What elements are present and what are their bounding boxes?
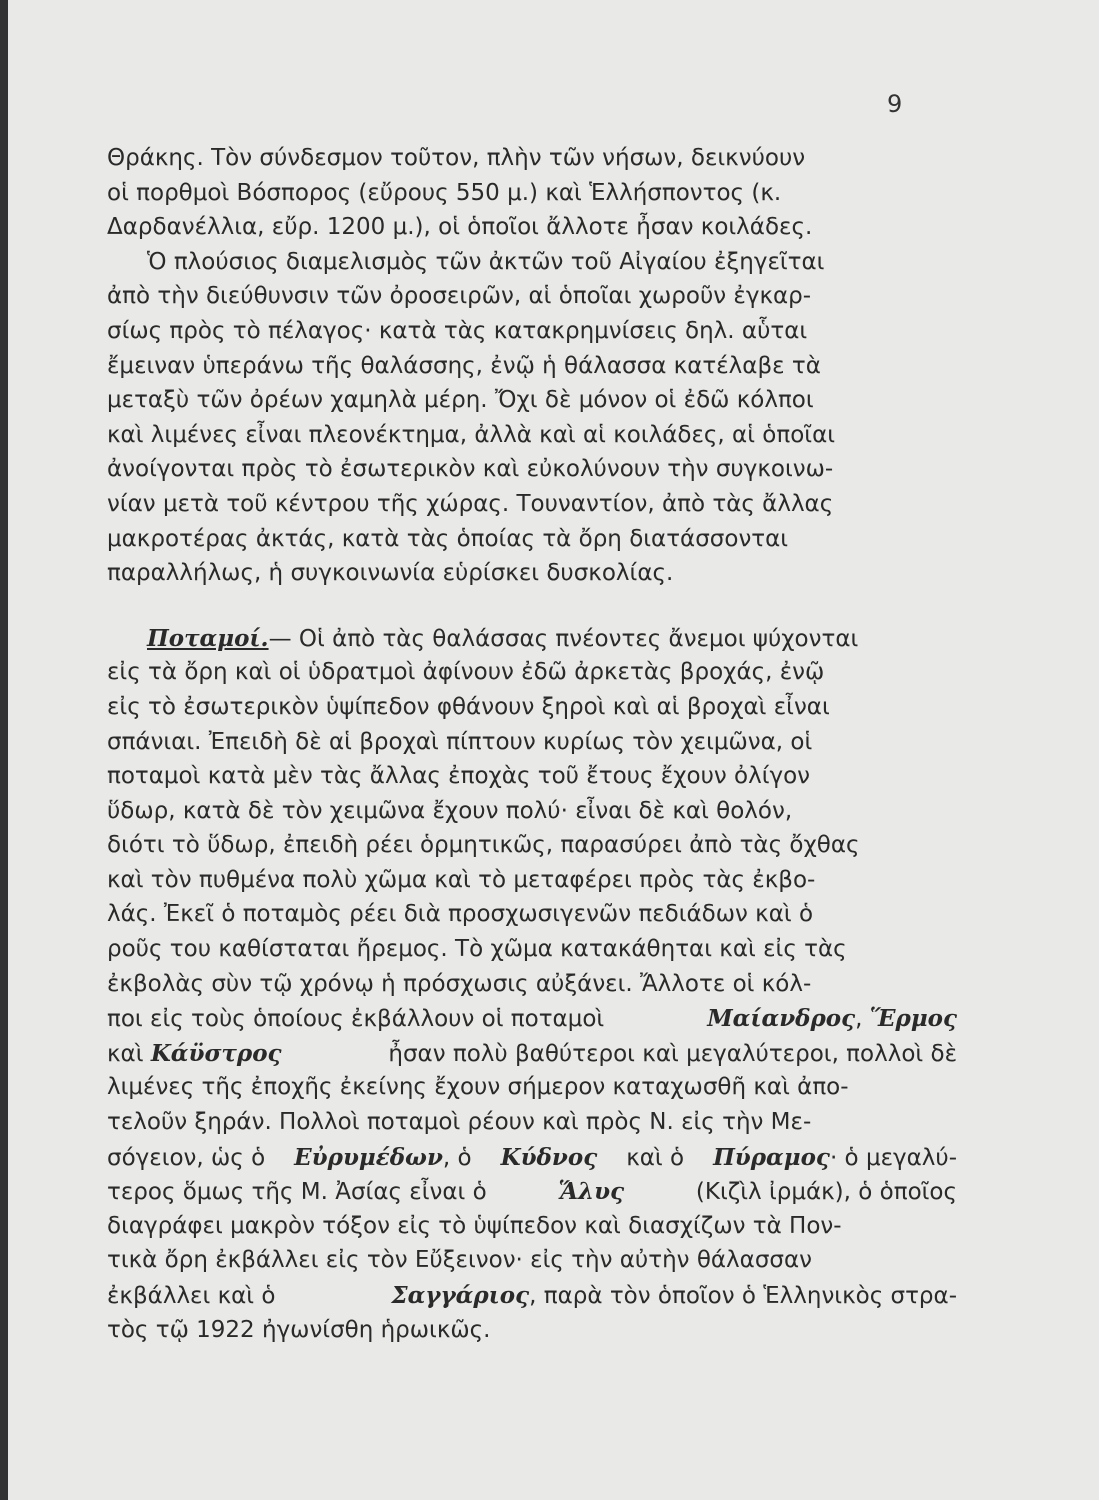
text-span: ποι εἰς τοὺς ὁποίους ἐκβάλλουν οἱ ποταμοὶ [107, 1006, 605, 1033]
river-name-alys: Ἅλυς [558, 1178, 625, 1206]
section-heading: Ποταμοί. [147, 624, 269, 652]
text-line: ἀπὸ τὴν διεύθυνσιν τῶν ὀροσειρῶν, αἱ ὁποῖαι χωροῦν ἐγκαρ- [107, 283, 812, 310]
river-name-kaystros: Κάϋστρος [150, 1039, 282, 1067]
text-line: εἰς τὰ ὄρη καὶ οἱ ὑδρατμοὶ ἀφίνουν ἐδῶ ἀρκετὰς βροχάς, ἐνῷ [107, 659, 825, 686]
text-line: τελοῦν ξηράν. Πολλοὶ ποταμοὶ ρέουν καὶ πρὸς Ν. εἰς τὴν Με- [107, 1109, 812, 1136]
text-span: ἐκβάλλει καὶ ὁ [107, 1283, 276, 1309]
text-line: μεταξὺ τῶν ὀρέων χαμηλὰ μέρη. Ὄχι δὲ μόνον οἱ ἐδῶ κόλποι [107, 387, 814, 414]
text-span: τερος ὅμως τῆς Μ. Ἀσίας εἶναι ὁ [107, 1179, 487, 1206]
river-name-eurymedon: Εὐρυμέδων [294, 1143, 443, 1171]
paragraph-gap [107, 595, 957, 625]
text-span: καὶ [107, 1040, 144, 1067]
paragraph-rivers [107, 625, 957, 1351]
text-line: μακροτέρας ἀκτάς, κατὰ τὰς ὁποίας τὰ ὄρη διατάσσονται [107, 525, 789, 552]
page-number: 9 [887, 90, 903, 118]
river-name-pyramos: Πύραμος [713, 1143, 830, 1171]
text-line: διαγράφει μακρὸν τόξον εἰς τὸ ὑψίπεδον καὶ διασχίζων τὰ Πον- [107, 1212, 842, 1239]
river-name-kydnos: Κύδνος [500, 1143, 598, 1171]
text-line [107, 1144, 957, 1179]
text-span: , ὁ [442, 1144, 472, 1171]
text-line: οἱ πορθμοὶ Βόσπορος (εὔρους 550 μ.) καὶ Ἑλλήσποντος (κ. [107, 179, 782, 206]
text-line: Δαρδανέλλια, εὔρ. 1200 μ.), οἱ ὁποῖοι ἄλλοτε ἦσαν κοιλάδες. [107, 214, 813, 241]
text-line: Θράκης. Τὸν σύνδεσμον τοῦτον, πλὴν τῶν νήσων, δεικνύουν [107, 145, 806, 171]
text-line: καὶ τὸν πυθμένα πολὺ χῶμα καὶ τὸ μεταφέρει πρὸς τὰς ἐκβο- [107, 866, 816, 893]
text-span: , παρὰ τὸν ὁποῖον ὁ Ἑλληνικὸς στρα- [529, 1283, 957, 1309]
text-line: εἰς τὸ ἐσωτερικὸν ὑψίπεδον φθάνουν ξηροὶ καὶ αἱ βροχαὶ εἶναι [107, 693, 830, 720]
text-span: σόγειον, ὡς ὁ [107, 1144, 266, 1171]
text-block [107, 145, 957, 1351]
text-line [107, 1178, 957, 1213]
text-line: ποταμοὶ κατὰ μὲν τὰς ἄλλας ἐποχὰς τοῦ ἔτους ἔχουν ὀλίγον [107, 763, 811, 790]
text-span: (Κιζὶλ ἰρμάκ), ὁ ὁποῖος [695, 1179, 957, 1206]
text-span: ἦσαν πολὺ βαθύτεροι καὶ μεγαλύτεροι, πολλοὶ δὲ [388, 1040, 957, 1067]
text-line: διότι τὸ ὕδωρ, ἐπειδὴ ρέει ὁρμητικῶς, παρασύρει ἀπὸ τὰς ὄχθας [107, 832, 860, 859]
text-line: σίως πρὸς τὸ πέλαγος· κατὰ τὰς κατακρημνίσεις δηλ. αὗται [107, 317, 808, 344]
text-line: ἐκβολὰς σὺν τῷ χρόνῳ ἡ πρόσχωσις αὐξάνει. Ἄλλοτε οἱ κόλ- [107, 970, 812, 997]
text-line: ποι εἰς τοὺς ὁποίους ἐκβάλλουν οἱ ποταμοὶ Μαίανδρος, Ἕρμος [107, 1005, 957, 1033]
text-line: λιμένες τῆς ἐποχῆς ἐκείνης ἔχουν σήμερον καταχωσθῆ καὶ ἀπο- [107, 1074, 849, 1101]
text-line [107, 1282, 957, 1317]
paragraph-coastline [107, 249, 957, 595]
text-line: παραλλήλως, ἡ συγκοινωνία εὑρίσκει δυσκολίας. [107, 560, 674, 587]
text-line: ροῦς του καθίσταται ἤρεμος. Τὸ χῶμα κατακάθηται καὶ εἰς τὰς [107, 936, 847, 963]
text-span: καὶ ὁ [626, 1144, 685, 1171]
river-name-sangarios: Σαγγάριος [391, 1282, 530, 1309]
text-line [107, 1040, 957, 1075]
text-line: ἔμειναν ὑπεράνω τῆς θαλάσσης, ἐνῷ ἡ θάλασσα κατέλαβε τὰ [107, 352, 821, 379]
river-name-maiandros: Μαίανδρος [707, 1005, 856, 1033]
text-line: σπάνιαι. Ἐπειδὴ δὲ αἱ βροχαὶ πίπτουν κυρίως τὸν χειμῶνα, οἱ [107, 728, 813, 755]
text-line: τικὰ ὄρη ἐκβάλλει εἰς τὸν Εὔξεινον· εἰς τὴν αὐτὴν θάλασσαν [107, 1247, 812, 1274]
text-line: ὕδωρ, κατὰ δὲ τὸν χειμῶνα ἔχουν πολύ· εἶναι δὲ καὶ θολόν, [107, 797, 793, 824]
paragraph-thrace [107, 145, 957, 249]
text-line: λάς. Ἐκεῖ ὁ ποταμὸς ρέει διὰ προσχωσιγενῶν πεδιάδων καὶ ὁ [107, 901, 814, 928]
text-line [107, 625, 957, 660]
river-name-ermos: Ἕρμος [869, 1005, 957, 1033]
text-line: καὶ λιμένες εἶναι πλεονέκτημα, ἀλλὰ καὶ αἱ κοιλάδες, αἱ ὁποῖαι [107, 421, 836, 448]
text-line: νίαν μετὰ τοῦ κέντρου τῆς χώρας. Τουναντίον, ἀπὸ τὰς ἄλλας [107, 490, 834, 517]
text-span: · ὁ μεγαλύ- [829, 1144, 957, 1171]
text-line: τὸς τῷ 1922 ἠγωνίσθη ἡρωικῶς. [107, 1316, 491, 1343]
text-span: — Οἱ ἀπὸ τὰς θαλάσσας πνέοντες ἄνεμοι ψύχονται [268, 625, 859, 652]
text-line: Ὁ πλούσιος διαμελισμὸς τῶν ἀκτῶν τοῦ Αἰγαίου ἐξηγεῖται [147, 248, 825, 275]
text-line: ἀνοίγονται πρὸς τὸ ἐσωτερικὸν καὶ εὐκολύνουν τὴν συγκοινω- [107, 456, 834, 483]
scan-page-edge [0, 0, 8, 1500]
